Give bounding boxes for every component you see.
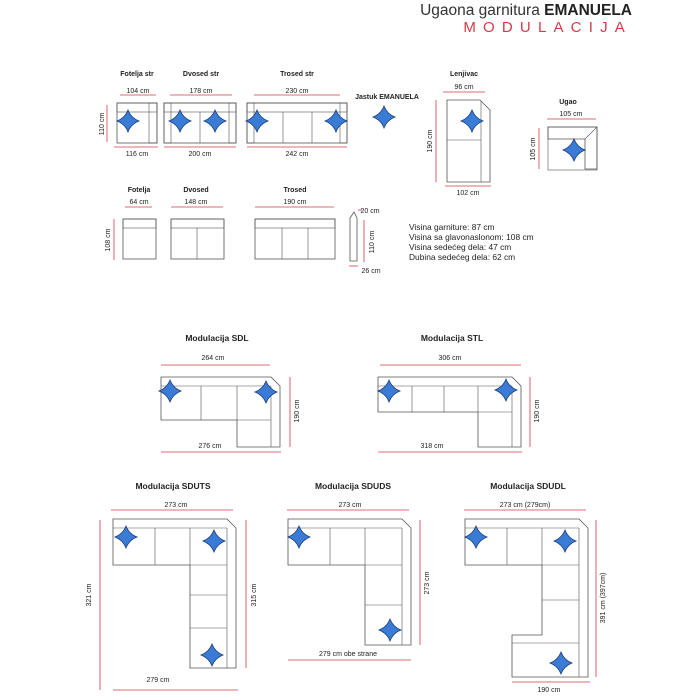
- dim-sduds-right: 273 cm: [424, 571, 431, 595]
- module-ugao: [530, 99, 597, 170]
- dim-profile-bottom: 26 cm: [361, 268, 381, 275]
- dim-stl-top: 306 cm: [438, 355, 462, 362]
- module-dvosed-str: [164, 71, 236, 158]
- dim-sdl-side: 190 cm: [294, 399, 301, 423]
- backrest: [247, 103, 347, 112]
- dim-trosed-str-bottom: 242 cm: [285, 151, 309, 158]
- pillow-icon: [117, 110, 139, 132]
- dim-sdudl-top: 273 cm (279cm): [499, 502, 551, 509]
- dim-sduds-top: 273 cm: [338, 502, 362, 509]
- label-trosed: Trosed: [283, 187, 307, 194]
- pillow-icon: [465, 526, 487, 548]
- label-ugao: Ugao: [559, 99, 577, 106]
- module-lenjivac: [427, 71, 491, 197]
- label-jastuk: Jastuk EMANUELA: [355, 94, 419, 101]
- pillow-icon: [201, 644, 223, 666]
- dim-trosed-top: 190 cm: [283, 199, 307, 206]
- dim-lenjivac-bottom: 102 cm: [456, 190, 480, 197]
- label-sdl: Modulacija SDL: [185, 333, 249, 343]
- pillow-icon: [288, 526, 310, 548]
- dim-fotelja-side: 108 cm: [105, 228, 112, 252]
- pillow-icon: [554, 530, 576, 552]
- pillow-icon: [563, 139, 585, 161]
- pillow-icon: [378, 380, 400, 402]
- dim-fotelja-str-bottom: 116 cm: [125, 151, 149, 158]
- module-fotelja: [105, 187, 156, 260]
- label-fotelja: Fotelja: [127, 187, 151, 194]
- dim-fotelja-top: 64 cm: [129, 199, 149, 206]
- outline-shape: [255, 219, 335, 228]
- label-sdudl: Modulacija SDUDL: [490, 481, 566, 491]
- dim-fotelja-str-side: 110 cm: [99, 112, 106, 136]
- title-prefix: Ugaona garnitura: [420, 2, 545, 19]
- label-lenjivac: Lenjivac: [449, 71, 479, 78]
- armrest: [229, 103, 236, 143]
- dim-profile-top: 20 cm: [360, 208, 380, 215]
- pillow-icon: [246, 110, 268, 132]
- module-jastuk: [355, 94, 419, 101]
- label-sduts: Modulacija SDUTS: [135, 481, 211, 491]
- armrest: [149, 103, 157, 143]
- pillow-icon: [550, 652, 572, 674]
- outline-shape: [255, 219, 335, 259]
- dim-ugao-side: 105 cm: [530, 137, 537, 161]
- outline-line: [585, 127, 597, 139]
- label-dvosed: Dvosed: [183, 187, 209, 194]
- modulation-stl: [378, 333, 541, 452]
- outline-shape: [123, 219, 156, 228]
- pillow-icon: [325, 110, 347, 132]
- modulation-sduds: [287, 481, 431, 660]
- pillow-icon: [379, 619, 401, 641]
- dim-ugao-top: 105 cm: [559, 111, 583, 118]
- dim-trosed-str-top: 230 cm: [285, 88, 309, 95]
- outline-shape: [350, 212, 357, 261]
- module-outline: [447, 100, 490, 182]
- specs-list: [409, 222, 534, 262]
- dim-sduts-right: 315 cm: [251, 583, 258, 607]
- spec-line: Visina garniture: 87 cm: [409, 222, 495, 232]
- outline-shape: [171, 219, 224, 259]
- module-profile: [349, 208, 381, 275]
- dim-lenjivac-top: 96 cm: [454, 84, 474, 91]
- dim-sdudl-bottom: 190 cm: [537, 687, 561, 694]
- dim-dvosed-top: 148 cm: [184, 199, 208, 206]
- label-sduds: Modulacija SDUDS: [314, 481, 392, 491]
- module-dvosed: [171, 187, 224, 259]
- spec-line: Visina sa glavonaslonom: 108 cm: [409, 232, 534, 242]
- modulation-sdudl: [464, 481, 607, 694]
- pillow-icon: [373, 106, 395, 128]
- dim-sduts-left: 321 cm: [86, 583, 93, 607]
- spec-line: Visina sedećeg dela: 47 cm: [409, 242, 512, 252]
- label-fotelja-str: Fotelja str: [120, 71, 154, 78]
- dim-sdl-top: 264 cm: [201, 355, 225, 362]
- spec-line: Dubina sedećeg dela: 62 cm: [409, 252, 516, 262]
- dim-sduts-bottom: 279 cm: [146, 677, 170, 684]
- dim-dvosed-str-bottom: 200 cm: [188, 151, 212, 158]
- label-trosed-str: Trosed str: [280, 71, 314, 78]
- dim-lenjivac-side: 190 cm: [427, 129, 434, 153]
- pillow-icon: [495, 379, 517, 401]
- dim-profile-height: 110 cm: [369, 230, 376, 254]
- page-subtitle: MODULACIJA: [463, 19, 632, 36]
- label-dvosed-str: Dvosed str: [182, 71, 220, 78]
- title-name: EMANUELA: [544, 2, 632, 19]
- module-trosed-str: [247, 71, 347, 158]
- backrest: [164, 103, 236, 112]
- dim-stl-side: 190 cm: [534, 399, 541, 423]
- label-stl: Modulacija STL: [420, 333, 484, 343]
- pillow-icon: [159, 380, 181, 402]
- dim-sduts-top: 273 cm: [164, 502, 188, 509]
- modulation-sduts: [86, 481, 258, 690]
- outline-shape: [171, 219, 224, 228]
- dim-sduds-bottom: 279 cm obe strane: [319, 651, 377, 658]
- pillow-icon: [115, 526, 137, 548]
- outline-shape: [123, 219, 156, 259]
- dim-stl-bottom: 318 cm: [420, 443, 444, 450]
- dim-dvosed-str-top: 178 cm: [189, 88, 213, 95]
- armrest: [164, 103, 171, 143]
- dim-sdl-bottom: 276 cm: [198, 443, 222, 450]
- dim-sdudl-right: 391 cm (397cm): [600, 572, 607, 624]
- pillow-icon: [169, 110, 191, 132]
- pillow-icon: [461, 110, 483, 132]
- pillow-icon: [203, 530, 225, 552]
- pillow-icon: [255, 381, 277, 403]
- module-trosed: [255, 187, 335, 259]
- pillow-icon: [204, 110, 226, 132]
- backrest: [117, 103, 157, 112]
- dim-fotelja-str-top: 104 cm: [126, 88, 150, 95]
- modulation-sdl: [161, 333, 301, 452]
